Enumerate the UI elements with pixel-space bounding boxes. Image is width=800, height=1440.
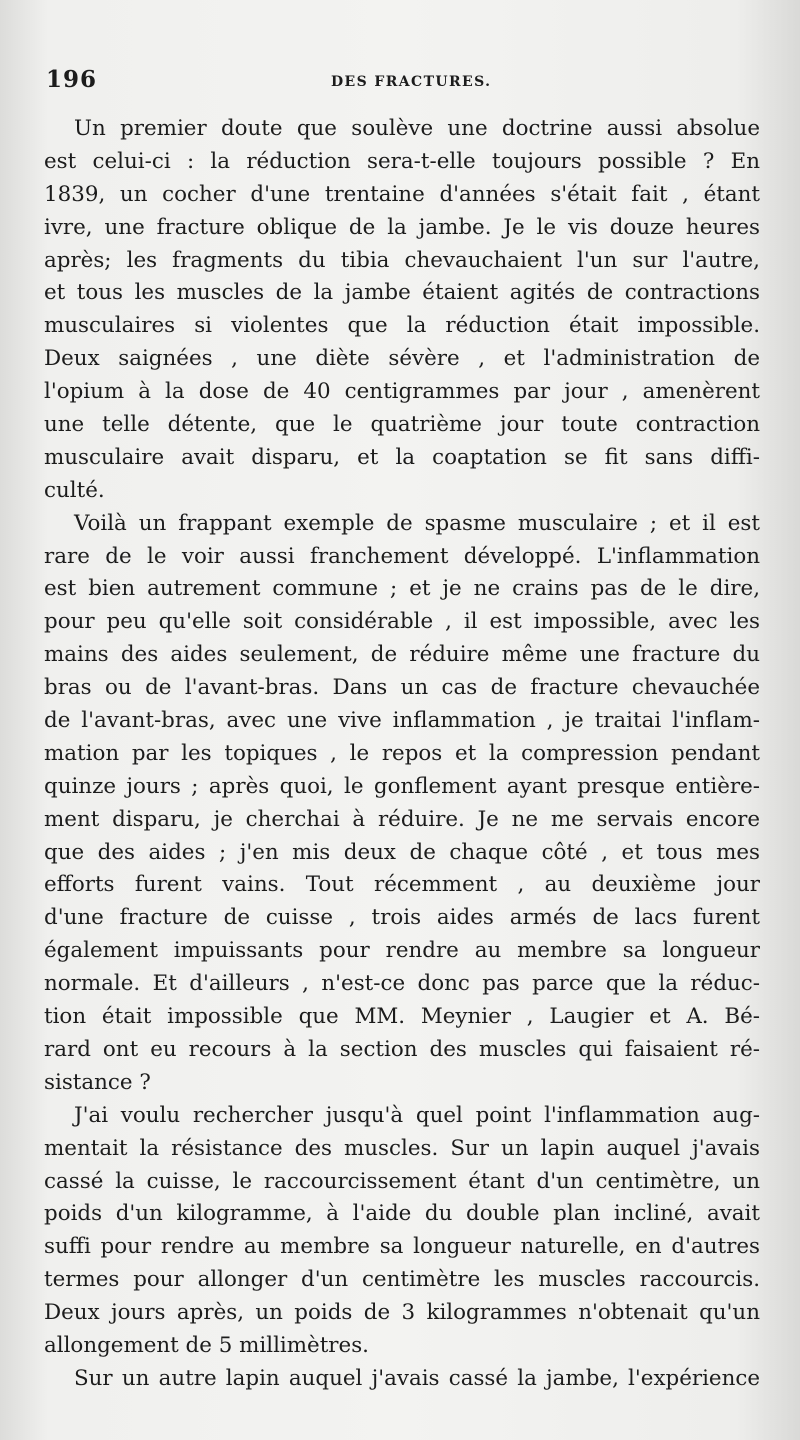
text-line: efforts furent vains. Tout récemment , au deuxième jour — [44, 872, 760, 898]
text-line: mation par les topiques , le repos et la compression pendant — [44, 740, 760, 766]
text-line: Sur un autre lapin auquel j'avais cassé la jambe, l'expérience — [74, 1365, 760, 1391]
text-line: normale. Et d'ailleurs , n'est-ce donc pas parce que la réduc- — [44, 971, 760, 997]
text-line: ivre, une fracture oblique de la jambe. Je le vis douze heures — [44, 214, 760, 240]
text-line: Deux saignées , une diète sévère , et l'administration de — [44, 346, 760, 372]
text-line: J'ai voulu rechercher jusqu'à quel point l'inflammation aug- — [74, 1102, 760, 1128]
text-line: suffi pour rendre au membre sa longueur naturelle, en d'autres — [44, 1234, 760, 1260]
text-line: est bien autrement commune ; et je ne crains pas de le dire, — [44, 576, 760, 602]
text-line: tion était impossible que MM. Meynier , Laugier et A. Bé- — [44, 1004, 760, 1030]
text-line: est celui-ci : la réduction sera-t-elle toujours possible ? En — [44, 148, 760, 174]
text-line: pour peu qu'elle soit considérable , il est impossible, avec les — [44, 609, 760, 635]
text-line: après; les fragments du tibia chevauchaient l'un sur l'autre, — [44, 247, 760, 273]
page-header — [46, 66, 760, 96]
text-line: Un premier doute que soulève une doctrine aussi absolue — [74, 116, 760, 141]
text-line: allongement de 5 millimètres. — [44, 1332, 369, 1358]
text-line: Voilà un frappant exemple de spasme musculaire ; et il est — [74, 510, 760, 536]
running-head: DES FRACTURES. — [331, 74, 492, 90]
text-line: mentait la résistance des muscles. Sur un lapin auquel j'avais — [44, 1135, 760, 1161]
text-line: bras ou de l'avant-bras. Dans un cas de fracture chevauchée — [44, 675, 760, 701]
text-line: l'opium à la dose de 40 centigrammes par jour , amenèrent — [44, 379, 760, 405]
text-line: culté. — [44, 477, 105, 503]
text-line: ment disparu, je cherchai à réduire. Je ne me servais encore — [44, 806, 760, 832]
text-line: quinze jours ; après quoi, le gonflement ayant presque entière- — [44, 773, 760, 799]
text-line: de l'avant-bras, avec une vive inflammation , je traitai l'inflam- — [44, 708, 760, 734]
text-line: poids d'un kilogramme, à l'aide du double plan incliné, avait — [44, 1201, 760, 1227]
text-line: musculaires si violentes que la réduction était impossible. — [44, 313, 760, 339]
body-text — [44, 113, 760, 1396]
text-line: termes pour allonger d'un centimètre les muscles raccourcis. — [44, 1267, 760, 1293]
text-line: cassé la cuisse, le raccourcissement étant d'un centimètre, un — [44, 1168, 760, 1194]
text-line: musculaire avait disparu, et la coaptation se fit sans diffi- — [44, 444, 760, 470]
text-line: et tous les muscles de la jambe étaient agités de contractions — [44, 280, 760, 306]
page-number: 196 — [46, 66, 98, 93]
text-line: d'une fracture de cuisse , trois aides armés de lacs furent — [44, 905, 760, 931]
text-line: rare de le voir aussi franchement développé. L'inflammation — [44, 543, 760, 569]
text-line: Deux jours après, un poids de 3 kilogrammes n'obtenait qu'un — [44, 1300, 760, 1326]
text-line: sistance ? — [44, 1069, 151, 1095]
text-line: également impuissants pour rendre au membre sa longueur — [44, 938, 760, 964]
text-line: 1839, un cocher d'une trentaine d'années s'était fait , étant — [44, 181, 760, 207]
text-line: mains des aides seulement, de réduire même une fracture du — [44, 642, 760, 668]
text-line: que des aides ; j'en mis deux de chaque côté , et tous mes — [44, 839, 760, 865]
text-line: une telle détente, que le quatrième jour toute contraction — [44, 412, 760, 438]
text-line: rard ont eu recours à la section des muscles qui faisaient ré- — [44, 1036, 760, 1062]
